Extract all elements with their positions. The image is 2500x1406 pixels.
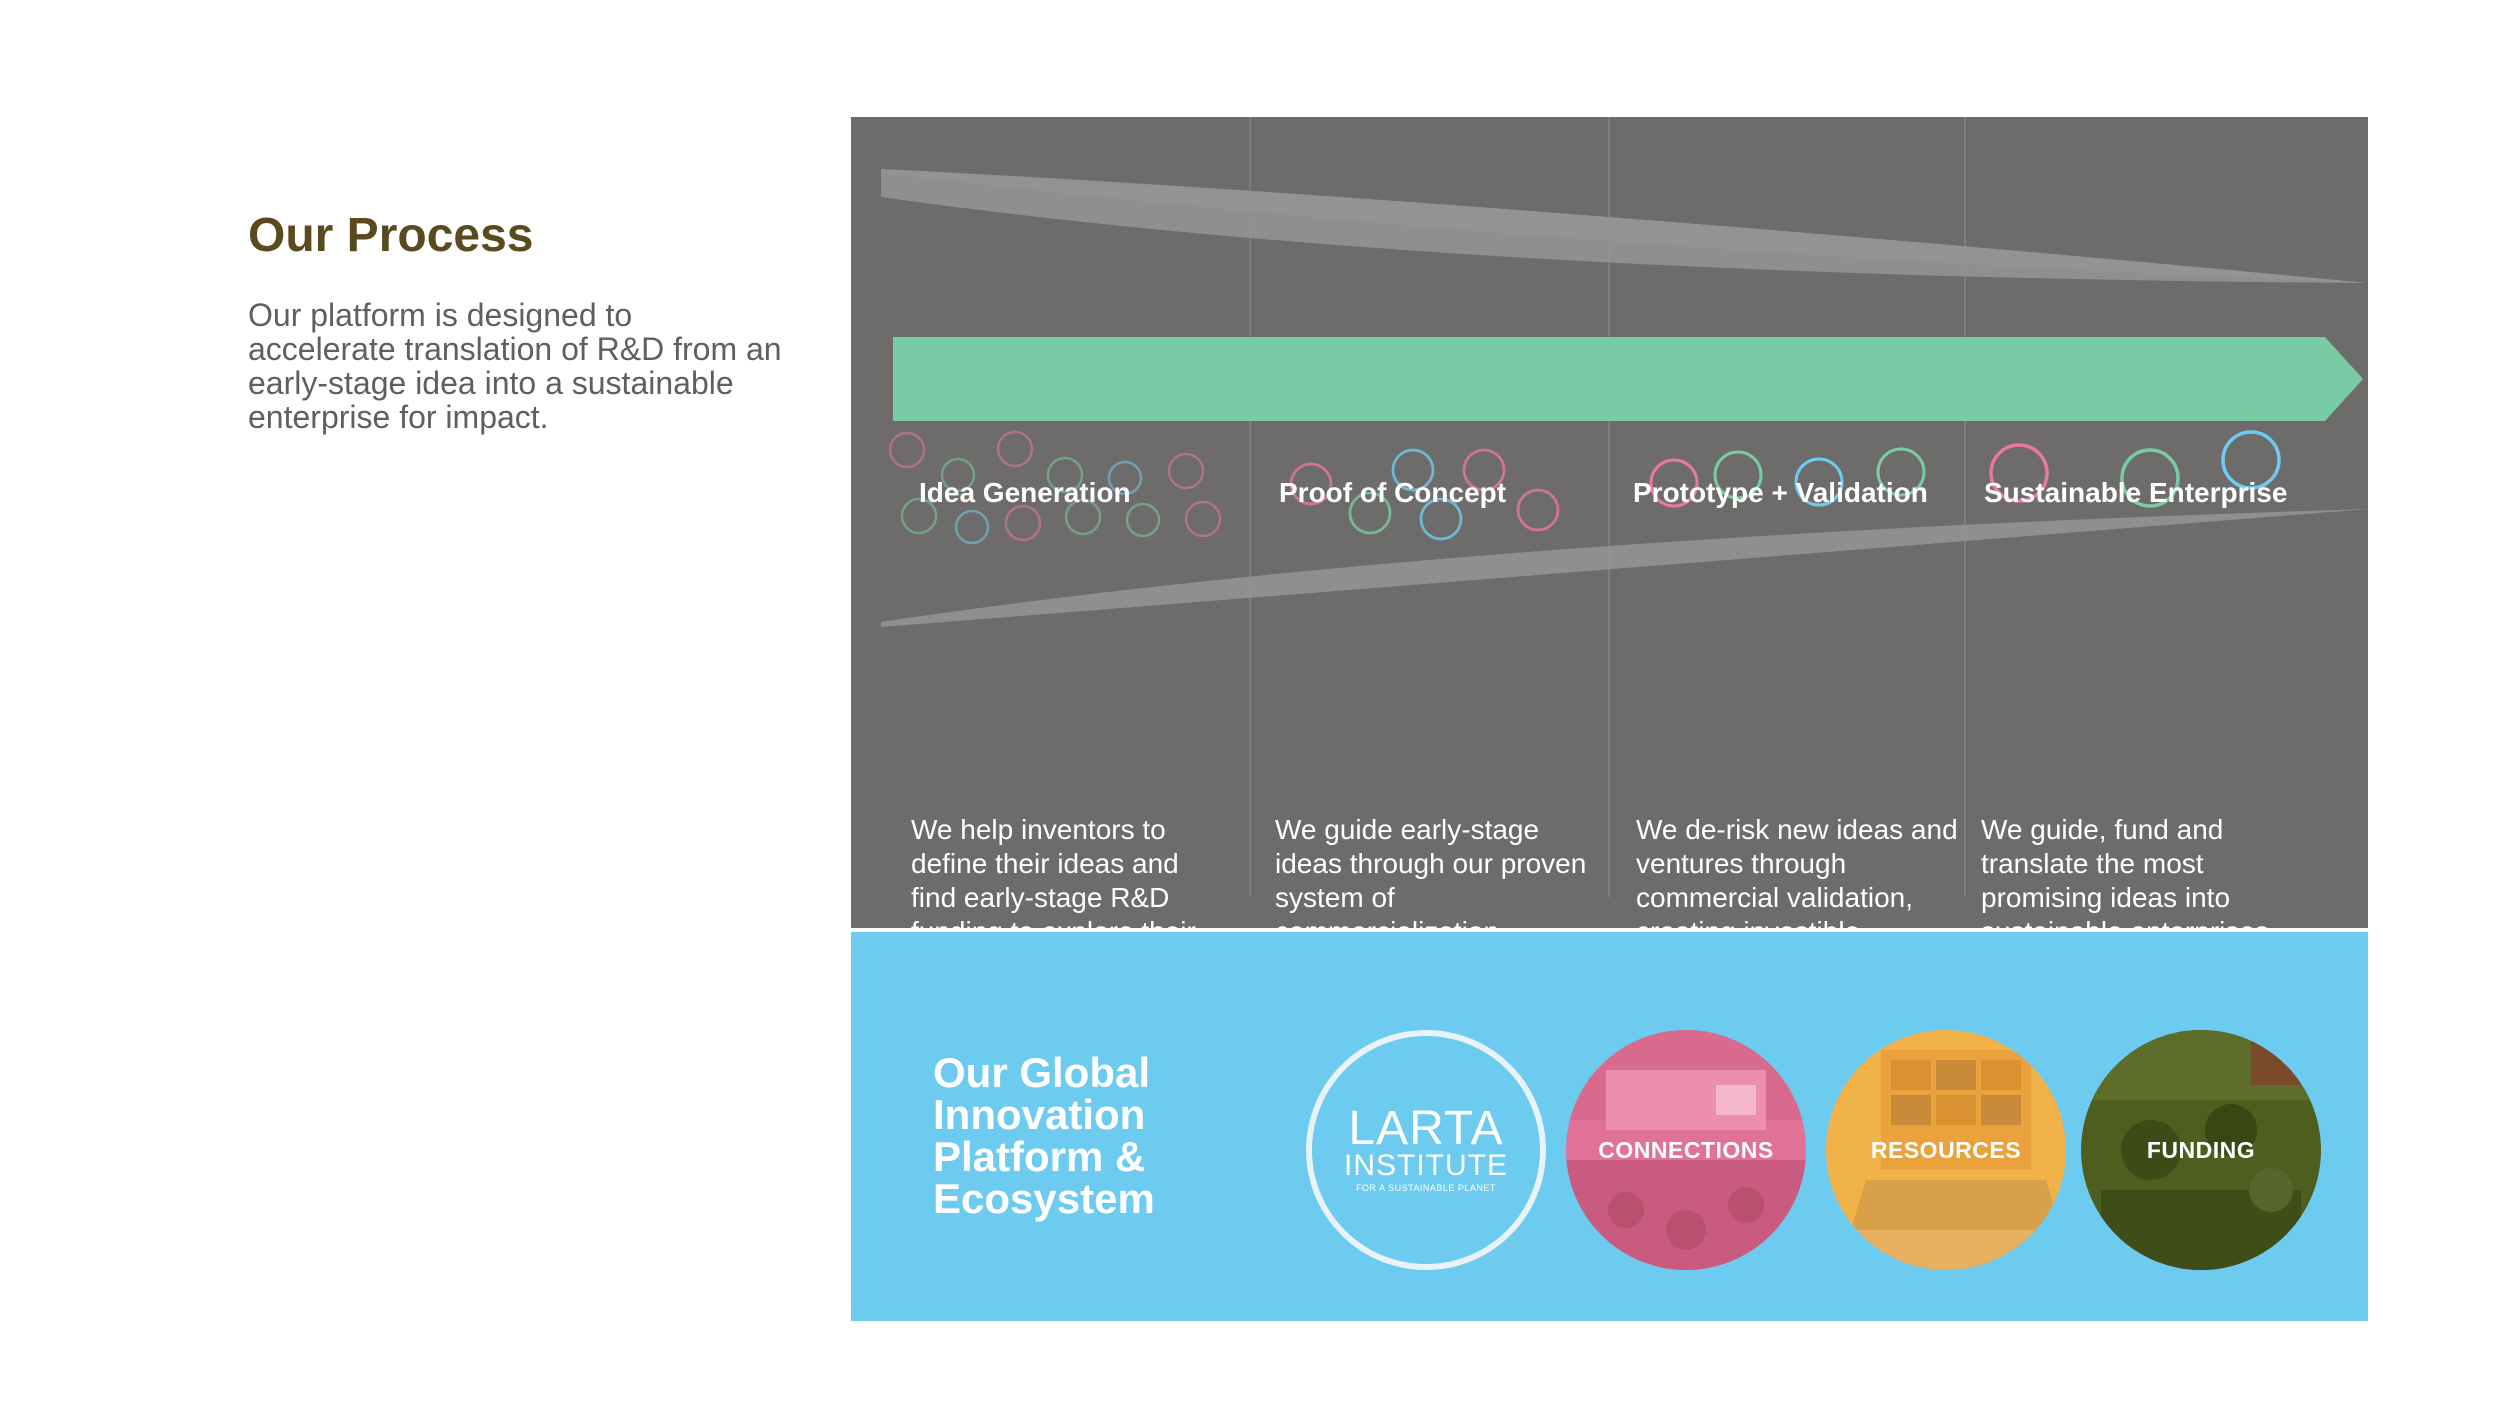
funding-circle [2081,1030,2321,1270]
connections-label: CONNECTIONS [1598,1136,1774,1163]
stage-label-idea-generation: Idea Generation [919,477,1131,508]
stage-description-proof-of-concept: We guide early-stage ideas through our proven system of [1275,814,1587,913]
process-panel [851,117,2368,928]
page-title: Our Process [248,209,534,262]
idea-circle [890,433,924,467]
idea-circle [1006,506,1040,540]
connections-circle [1566,1030,1806,1270]
intro-description: Our platform is designed to accelerate translation of R&D from an early-stage idea into a sustainable enterprise for impact. [248,297,782,435]
ecosystem-panel [851,932,2368,1321]
resources-circle [1826,1030,2066,1270]
process-arrow [893,337,2363,421]
stage-description-prototype-validation: We de-risk new ideas and ventures through commercial validation, [1636,814,1958,913]
funnel-top-wedge-body [881,169,2368,283]
stage-description-idea-generation: We help inventors to define their ideas and find early-stage R&D [911,814,1179,913]
logo-sub-text: INSTITUTE [1344,1149,1508,1182]
stage-description-sustainable-enterprise: We guide, fund and translate the most promising ideas into [1981,814,2231,913]
process-diagram [851,117,2368,928]
logo-tagline: FOR A SUSTAINABLE PLANET [1356,1183,1496,1193]
larta-institute-logo [1306,1030,1546,1270]
idea-circle [998,432,1032,466]
idea-circle [956,511,988,543]
stage-label-prototype-validation: Prototype + Validation [1633,477,1928,508]
idea-circle [1169,454,1203,488]
resources-label: RESOURCES [1870,1136,2022,1163]
stage-label-proof-of-concept: Proof of Concept [1279,477,1507,508]
ecosystem-title: Our Global Innovation Platform & Ecosystem [933,1049,1155,1222]
logo-main-text: LARTA [1348,1102,1504,1155]
idea-circle [1518,490,1558,530]
stage-label-sustainable-enterprise: Sustainable Enterprise [1984,477,2288,508]
idea-circle [1186,502,1220,536]
funnel-bottom-wedge [881,509,2368,627]
idea-circle [1127,504,1159,536]
funding-label: FUNDING [2146,1136,2256,1163]
